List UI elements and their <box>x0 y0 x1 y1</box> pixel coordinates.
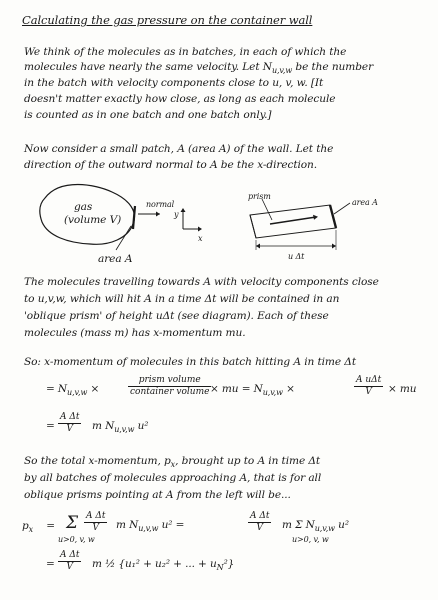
para1-line5: is counted as in one batch and one batch only.] <box>24 109 272 121</box>
eq1-sub2: u,v,w <box>262 388 283 398</box>
eq2-term <box>92 420 148 436</box>
sum-frac2-num: A Δt <box>250 511 270 521</box>
volume-label: (volume V) <box>64 214 122 226</box>
area-a-prism-label: area A <box>352 198 378 207</box>
sum-symbol: Σ <box>66 513 78 533</box>
para2-line1: Now consider a small patch, A (area A) of the wall. Let the <box>24 143 334 155</box>
y-axis-label: y <box>174 210 179 219</box>
final-equals: = <box>46 558 55 570</box>
prism-volume-fraction <box>128 375 211 398</box>
para3-line2: to u,v,w, which will hit A in a time Δt will be contained in an <box>24 293 340 305</box>
sum-lhs-text: p <box>22 520 29 532</box>
para4-line1-text: So the total x-momentum, p <box>24 455 171 467</box>
sum-fraction <box>84 511 107 534</box>
para4-line2: by all batches of molecules approaching A, that is for all <box>24 472 322 484</box>
sum-term-tail: u² = <box>161 519 185 531</box>
sum-lhs-sub: x <box>28 525 34 535</box>
eq1-times1: × <box>90 383 100 395</box>
para4-line3: oblique prisms pointing at A from the left will be... <box>24 489 291 501</box>
para4-line1 <box>24 455 320 471</box>
final-frac-num: A Δt <box>60 550 80 560</box>
eq1-prefix <box>46 383 99 399</box>
eq1-times2: × mu = N <box>210 383 263 395</box>
gas-label: gas <box>74 201 93 213</box>
sum-fraction-2 <box>248 511 271 534</box>
sum-term2-sub: u,v,w <box>314 524 335 534</box>
final-term <box>92 558 234 574</box>
sum-term2-text: m Σ N <box>282 519 315 531</box>
final-term-text: m ½ {u₁² + u₂² + ... + u <box>92 558 217 570</box>
sum-lhs <box>22 520 55 536</box>
sum-frac-num: A Δt <box>86 511 106 521</box>
sum-frac2-den: V <box>256 523 263 533</box>
sum-term2-tail: u² <box>338 519 349 531</box>
frac1-denominator: container volume <box>130 387 210 397</box>
para2-line2: direction of the outward normal to A be the x-direction. <box>24 159 318 171</box>
prism-direction-arrow <box>270 217 316 224</box>
sum-under: u>0, v, w <box>58 535 95 544</box>
eq1-prefix-text: = N <box>46 383 68 395</box>
frac2-numerator: A uΔt <box>356 375 382 385</box>
eq1-middle <box>210 383 295 399</box>
para3-line3: 'oblique prism' of height uΔt (see diagram). Each of these <box>24 310 329 322</box>
para3-line1: The molecules travelling towards A with velocity components close <box>24 276 379 288</box>
sum-term <box>116 519 184 535</box>
prism-outline <box>250 205 336 238</box>
eq2-equals: = <box>46 420 55 432</box>
para1-line1: We think of the molecules as in batches, in each of which the <box>24 46 347 58</box>
final-term-sub: N <box>216 563 224 573</box>
para1-subscript: u,v,w <box>271 66 293 76</box>
width-label: u Δt <box>288 252 305 261</box>
para4-sub: x <box>170 460 176 470</box>
sum-frac-den: V <box>92 523 99 533</box>
eq2-frac-den: V <box>66 424 73 434</box>
area-a-label: area A <box>98 253 133 265</box>
frac1-numerator: prism volume <box>128 375 211 387</box>
area-fraction <box>354 375 383 398</box>
sum-term-text: m N <box>116 519 139 531</box>
sum-under-2: u>0, v, w <box>292 535 329 544</box>
sum-eq: = <box>46 520 55 532</box>
para4-tail: , brought up to A in time Δt <box>175 455 321 467</box>
para3-line4: molecules (mass m) has x-momentum mu. <box>24 327 246 339</box>
final-term-tail: ²} <box>223 558 235 570</box>
sum-term-sub: u,v,w <box>138 524 159 534</box>
final-frac-den: V <box>66 562 73 572</box>
para1-line2-text: molecules have nearly the same velocity. Let N <box>24 61 272 73</box>
so-line: So: x-momentum of molecules in this batch hitting A in time Δt <box>24 356 357 368</box>
page-title: Calculating the gas pressure on the container wall <box>22 13 313 27</box>
frac2-denominator: V <box>365 387 372 397</box>
eq2-text: m N <box>92 420 115 432</box>
eq1-sub: u,v,w <box>67 388 88 398</box>
normal-label: normal <box>146 200 175 209</box>
eq1-times3: × <box>286 383 295 395</box>
x-axis-label: x <box>198 234 203 243</box>
eq2-sub: u,v,w <box>114 425 135 435</box>
para1-line2-tail: be the number <box>295 61 374 73</box>
eq2-frac-num: A Δt <box>60 412 80 422</box>
final-fraction <box>58 550 81 573</box>
eq2-fraction <box>58 412 81 435</box>
para1-line3: in the batch with velocity components close to u, v, w. [It <box>24 77 324 89</box>
eq2-tail: u² <box>137 420 149 432</box>
para1-line4: doesn't matter exactly how close, as long as each molecule <box>24 93 336 105</box>
eq1-tail: × mu <box>388 383 417 395</box>
prism-label: prism <box>248 192 271 201</box>
